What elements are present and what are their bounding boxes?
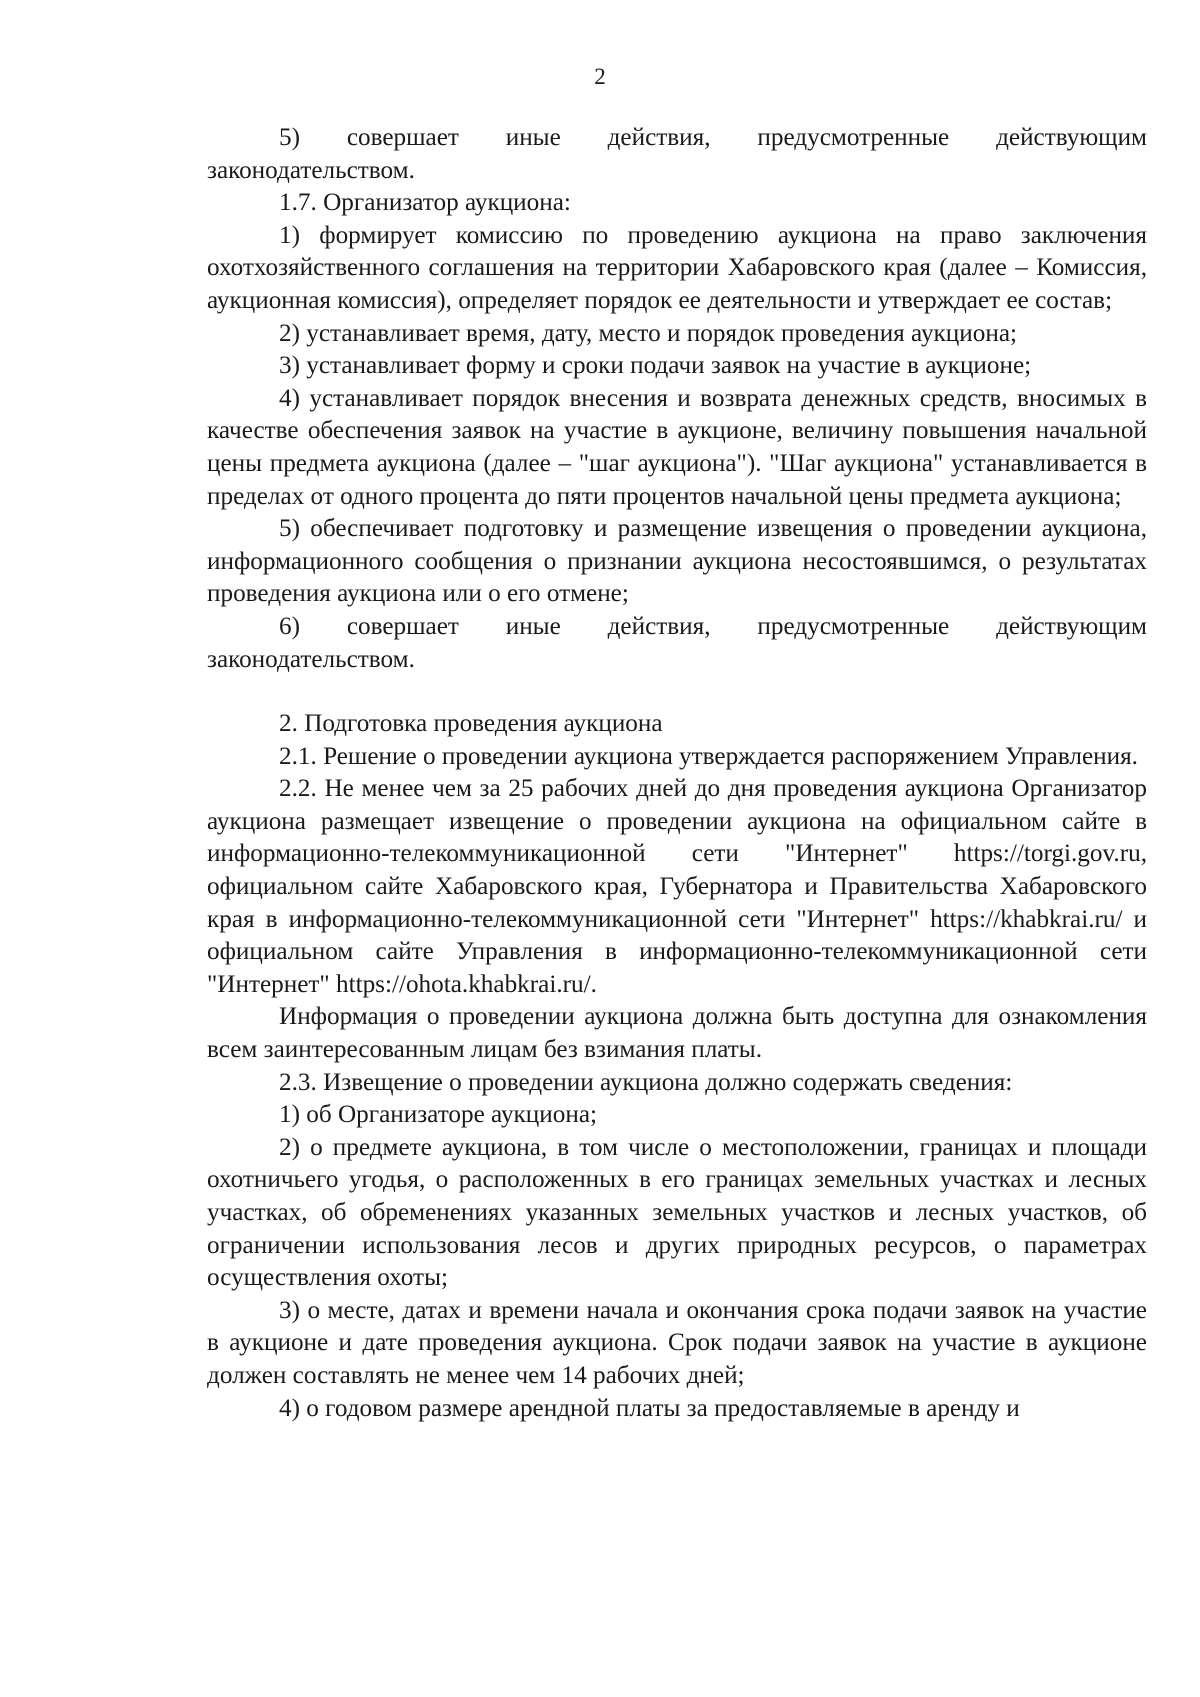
document-body [207, 122, 1147, 1425]
paragraph-1-7-item-2: 2) устанавливает время, дату, место и порядок проведения аукциона; [279, 319, 1017, 347]
paragraph-2-1: 2.1. Решение о проведении аукциона утверждается распоряжением Управления. [279, 742, 1138, 770]
page-number: 2 [594, 64, 606, 89]
paragraph-1-7-item-6: 6) совершает иные действия, предусмотренные действующим законодательством. [207, 612, 1147, 673]
paragraph-2-3-item-3: 3) о месте, датах и времени начала и окончания срока подачи заявок на участие в аукционе и дате проведения аукциона. Срок подачи заявок на участие в аукционе должен составлять не менее чем 14 рабочих дней; [207, 1296, 1147, 1389]
paragraph-1-7-item-4: 4) устанавливает порядок внесения и возврата денежных средств, вносимых в качестве обеспечения заявок на участие в аукционе, величину повышения начальной цены предмета аукциона (далее – "шаг аукциона"). "Шаг аукциона" устанавливается в пределах от одного процента до пяти процентов начальной цены предмета аукциона; [207, 384, 1147, 510]
paragraph-1-7-item-3: 3) устанавливает форму и сроки подачи заявок на участие в аукционе; [279, 352, 1032, 380]
paragraph-1-7-item-1: 1) формирует комиссию по проведению аукциона на право заключения охотхозяйственного соглашения на территории Хабаровского края (далее – Комиссия, аукционная комиссия), определяет порядок ее деятельности и утверждает ее состав; [207, 221, 1147, 314]
paragraph-2-3-item-4: 4) о годовом размере арендной платы за предоставляемые в аренду и [279, 1394, 1020, 1422]
paragraph-2-3-item-1: 1) об Организаторе аукциона; [279, 1101, 597, 1129]
paragraph-1-6-item-5: 5) совершает иные действия, предусмотренные действующим законодательством. [207, 124, 1147, 184]
paragraph-2-3-item-2: 2) о предмете аукциона, в том числе о местоположении, границах и площади охотничьего угодья, о расположенных в его границах земельных участках и лесных участках, об обременениях указанных земельных участков и лесных участков, об ограничении использования лесов и других природных ресурсов, о параметрах осуществления охоты; [207, 1133, 1147, 1292]
paragraph-1-7-item-5: 5) обеспечивает подготовку и размещение извещения о проведении аукциона, информационного сообщения о признании аукциона несостоявшимся, о результатах проведения аукциона или о его отмене; [207, 515, 1147, 608]
section-1-7-heading: 1.7. Организатор аукциона: [279, 189, 571, 217]
paragraph-2-2: 2.2. Не менее чем за 25 рабочих дней до дня проведения аукциона Организатор аукциона размещает извещение о проведении аукциона на официальном сайте в информационно-телекоммуникационной сети "Интернет" https://torgi.gov.ru, официальном сайте Хабаровского края, Губернатора и Правительства Хабаровского края в информационно-телекоммуникационной сети "Интернет" https://khabkrai.ru/ и официальном сайте Управления в информационно-телекоммуникационной сети "Интернет" https://ohota.khabkrai.ru/. [207, 775, 1147, 998]
paragraph-2-3: 2.3. Извещение о проведении аукциона должно содержать сведения: [279, 1068, 1013, 1096]
section-2-heading: 2. Подготовка проведения аукциона [279, 710, 663, 738]
paragraph-2-2-info: Информация о проведении аукциона должна быть доступна для ознакомления всем заинтересованным лицам без взимания платы. [207, 1003, 1147, 1064]
